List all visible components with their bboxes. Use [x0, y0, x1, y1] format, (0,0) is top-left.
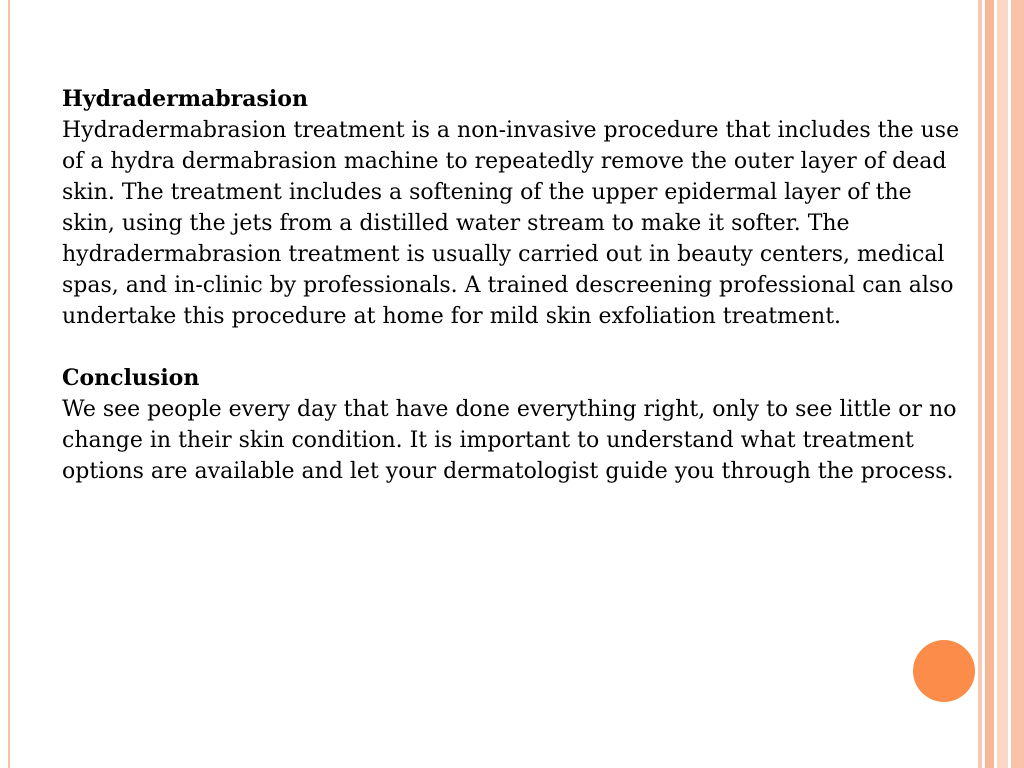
slide-content: [62, 84, 962, 487]
right-stripe: [1011, 0, 1024, 768]
decorative-circle: [913, 640, 975, 702]
section-body-hydradermabrasion: Hydradermabrasion treatment is a non-invasive procedure that includes the use of a hydra dermabrasion machine to repeatedly remove the outer layer of dead skin. The treatment includes a softening of the upper epidermal layer of the skin, using the jets from a distilled water stream to make it softer. The hydradermabrasion treatment is usually carried out in beauty centers, medical spas, and in-clinic by professionals. A trained descreening professional can also undertake this procedure at home for mild skin exfoliation treatment.: [62, 118, 960, 329]
section-heading-hydradermabrasion: Hydradermabrasion: [62, 86, 308, 112]
right-stripe: [997, 0, 1008, 768]
left-border-line: [8, 0, 10, 768]
right-stripe: [985, 0, 994, 768]
right-stripe: [978, 0, 982, 768]
section-heading-conclusion: Conclusion: [62, 365, 200, 391]
section-body-conclusion: We see people every day that have done everything right, only to see little or no change in their skin condition. It is important to understand what treatment options are available and let your dermatologist guide you through the process.: [62, 397, 957, 484]
section-spacer: [62, 332, 962, 363]
